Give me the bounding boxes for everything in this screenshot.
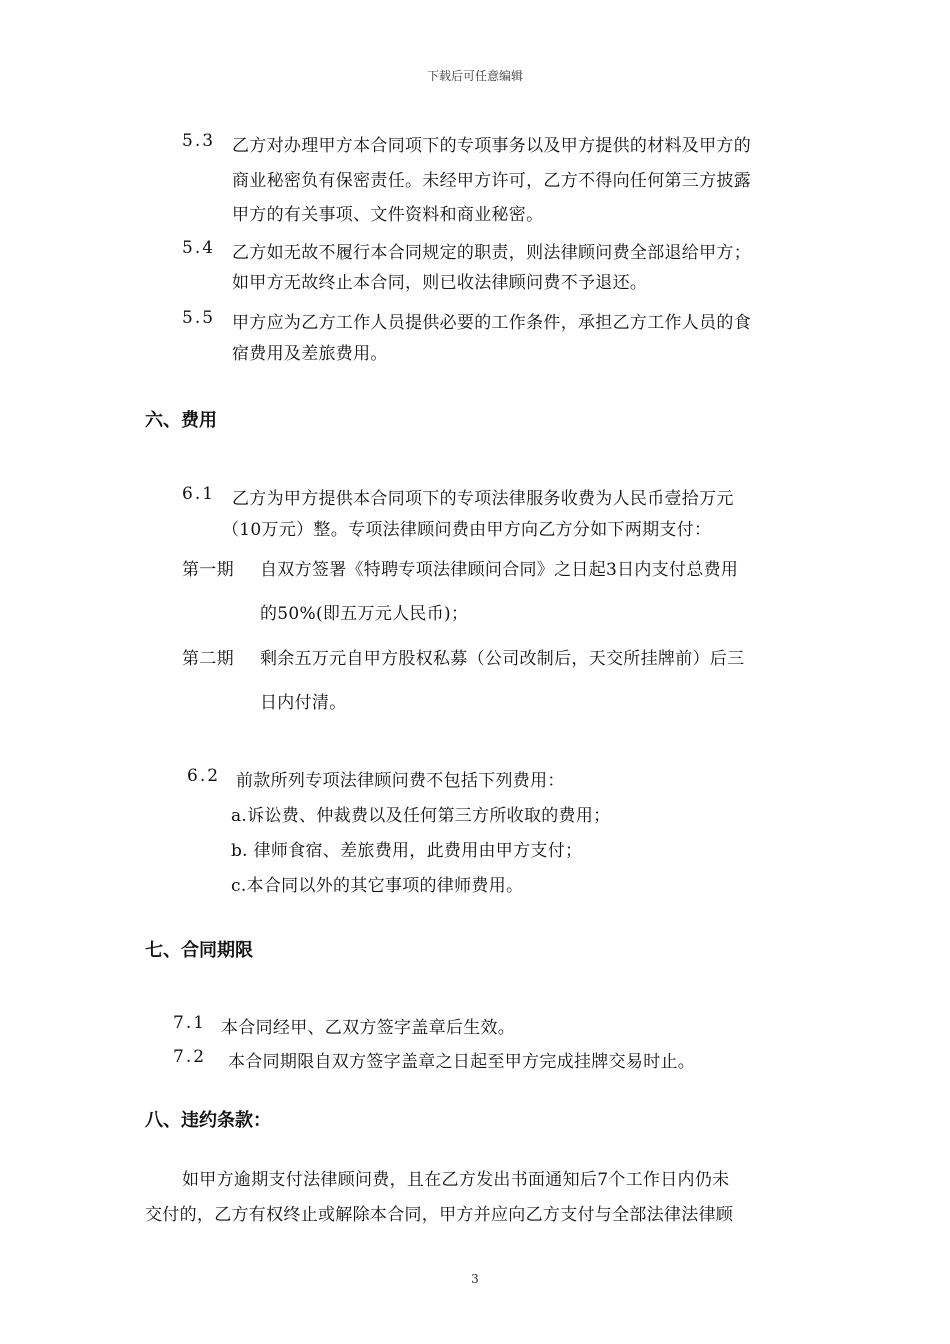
phase-text: 的50%(即五万元人民币)； — [260, 604, 469, 624]
clause-text: 商业秘密负有保密责任。未经甲方许可，乙方不得向任何第三方披露 — [232, 171, 751, 191]
sub-item: a.诉讼费、仲裁费以及任何第三方所收取的费用； — [231, 806, 611, 826]
clause-number: 5.4 — [182, 238, 216, 258]
paragraph-line: 如甲方逾期支付法律顾问费，且在乙方发出书面通知后7个工作日内仍未 — [182, 1170, 730, 1190]
sub-item: c.本合同以外的其它事项的律师费用。 — [231, 876, 524, 896]
phase-text: 剩余五万元自甲方股权私募（公司改制后，天交所挂牌前）后三 — [260, 649, 745, 669]
phase-text: 自双方签署《特聘专项法律顾问合同》之日起3日内支付总费用 — [260, 560, 739, 580]
clause-number: 5.5 — [182, 308, 216, 328]
phase-label: 第一期 — [182, 560, 234, 580]
clause-number: 6.1 — [182, 484, 216, 504]
phase-text: 日内付清。 — [260, 693, 347, 713]
section-heading: 六、费用 — [145, 410, 217, 431]
clause-number: 5.3 — [182, 131, 216, 151]
clause-text: （10万元）整。专项法律顾问费由甲方向乙方分如下两期支付： — [222, 520, 712, 540]
phase-label: 第二期 — [182, 649, 234, 669]
sub-item: b. 律师食宿、差旅费用，此费用由甲方支付； — [231, 841, 583, 861]
clause-number: 6.2 — [187, 766, 221, 786]
clause-text: 本合同期限自双方签字盖章之日起至甲方完成挂牌交易时止。 — [228, 1052, 696, 1072]
section-heading: 八、违约条款： — [145, 1110, 271, 1131]
clause-text: 乙方对办理甲方本合同项下的专项事务以及甲方提供的材料及甲方的 — [232, 136, 751, 156]
clause-text: 甲方应为乙方工作人员提供必要的工作条件，承担乙方工作人员的食 — [232, 313, 751, 333]
paragraph-line: 交付的，乙方有权终止或解除本合同，甲方并应向乙方支付与全部法律法律顾 — [145, 1205, 734, 1225]
clause-text: 前款所列专项法律顾问费不包括下列费用： — [236, 771, 565, 791]
clause-text: 甲方的有关事项、文件资料和商业秘密。 — [232, 205, 544, 225]
section-heading: 七、合同期限 — [145, 940, 253, 961]
clause-text: 本合同经甲、乙双方签字盖章后生效。 — [221, 1018, 516, 1038]
clause-text: 如甲方无故终止本合同，则已收法律顾问费不予退还。 — [232, 273, 648, 293]
clause-text: 乙方为甲方提供本合同项下的专项法律服务收费为人民币壹拾万元 — [232, 489, 734, 509]
page-number: 3 — [471, 1272, 479, 1286]
clause-number: 7.1 — [173, 1013, 207, 1033]
page-header: 下载后可任意编辑 — [426, 69, 523, 83]
clause-text: 乙方如无故不履行本合同规定的职责，则法律顾问费全部退给甲方； — [232, 243, 751, 263]
clause-text: 宿费用及差旅费用。 — [232, 344, 388, 364]
clause-number: 7.2 — [173, 1047, 207, 1067]
